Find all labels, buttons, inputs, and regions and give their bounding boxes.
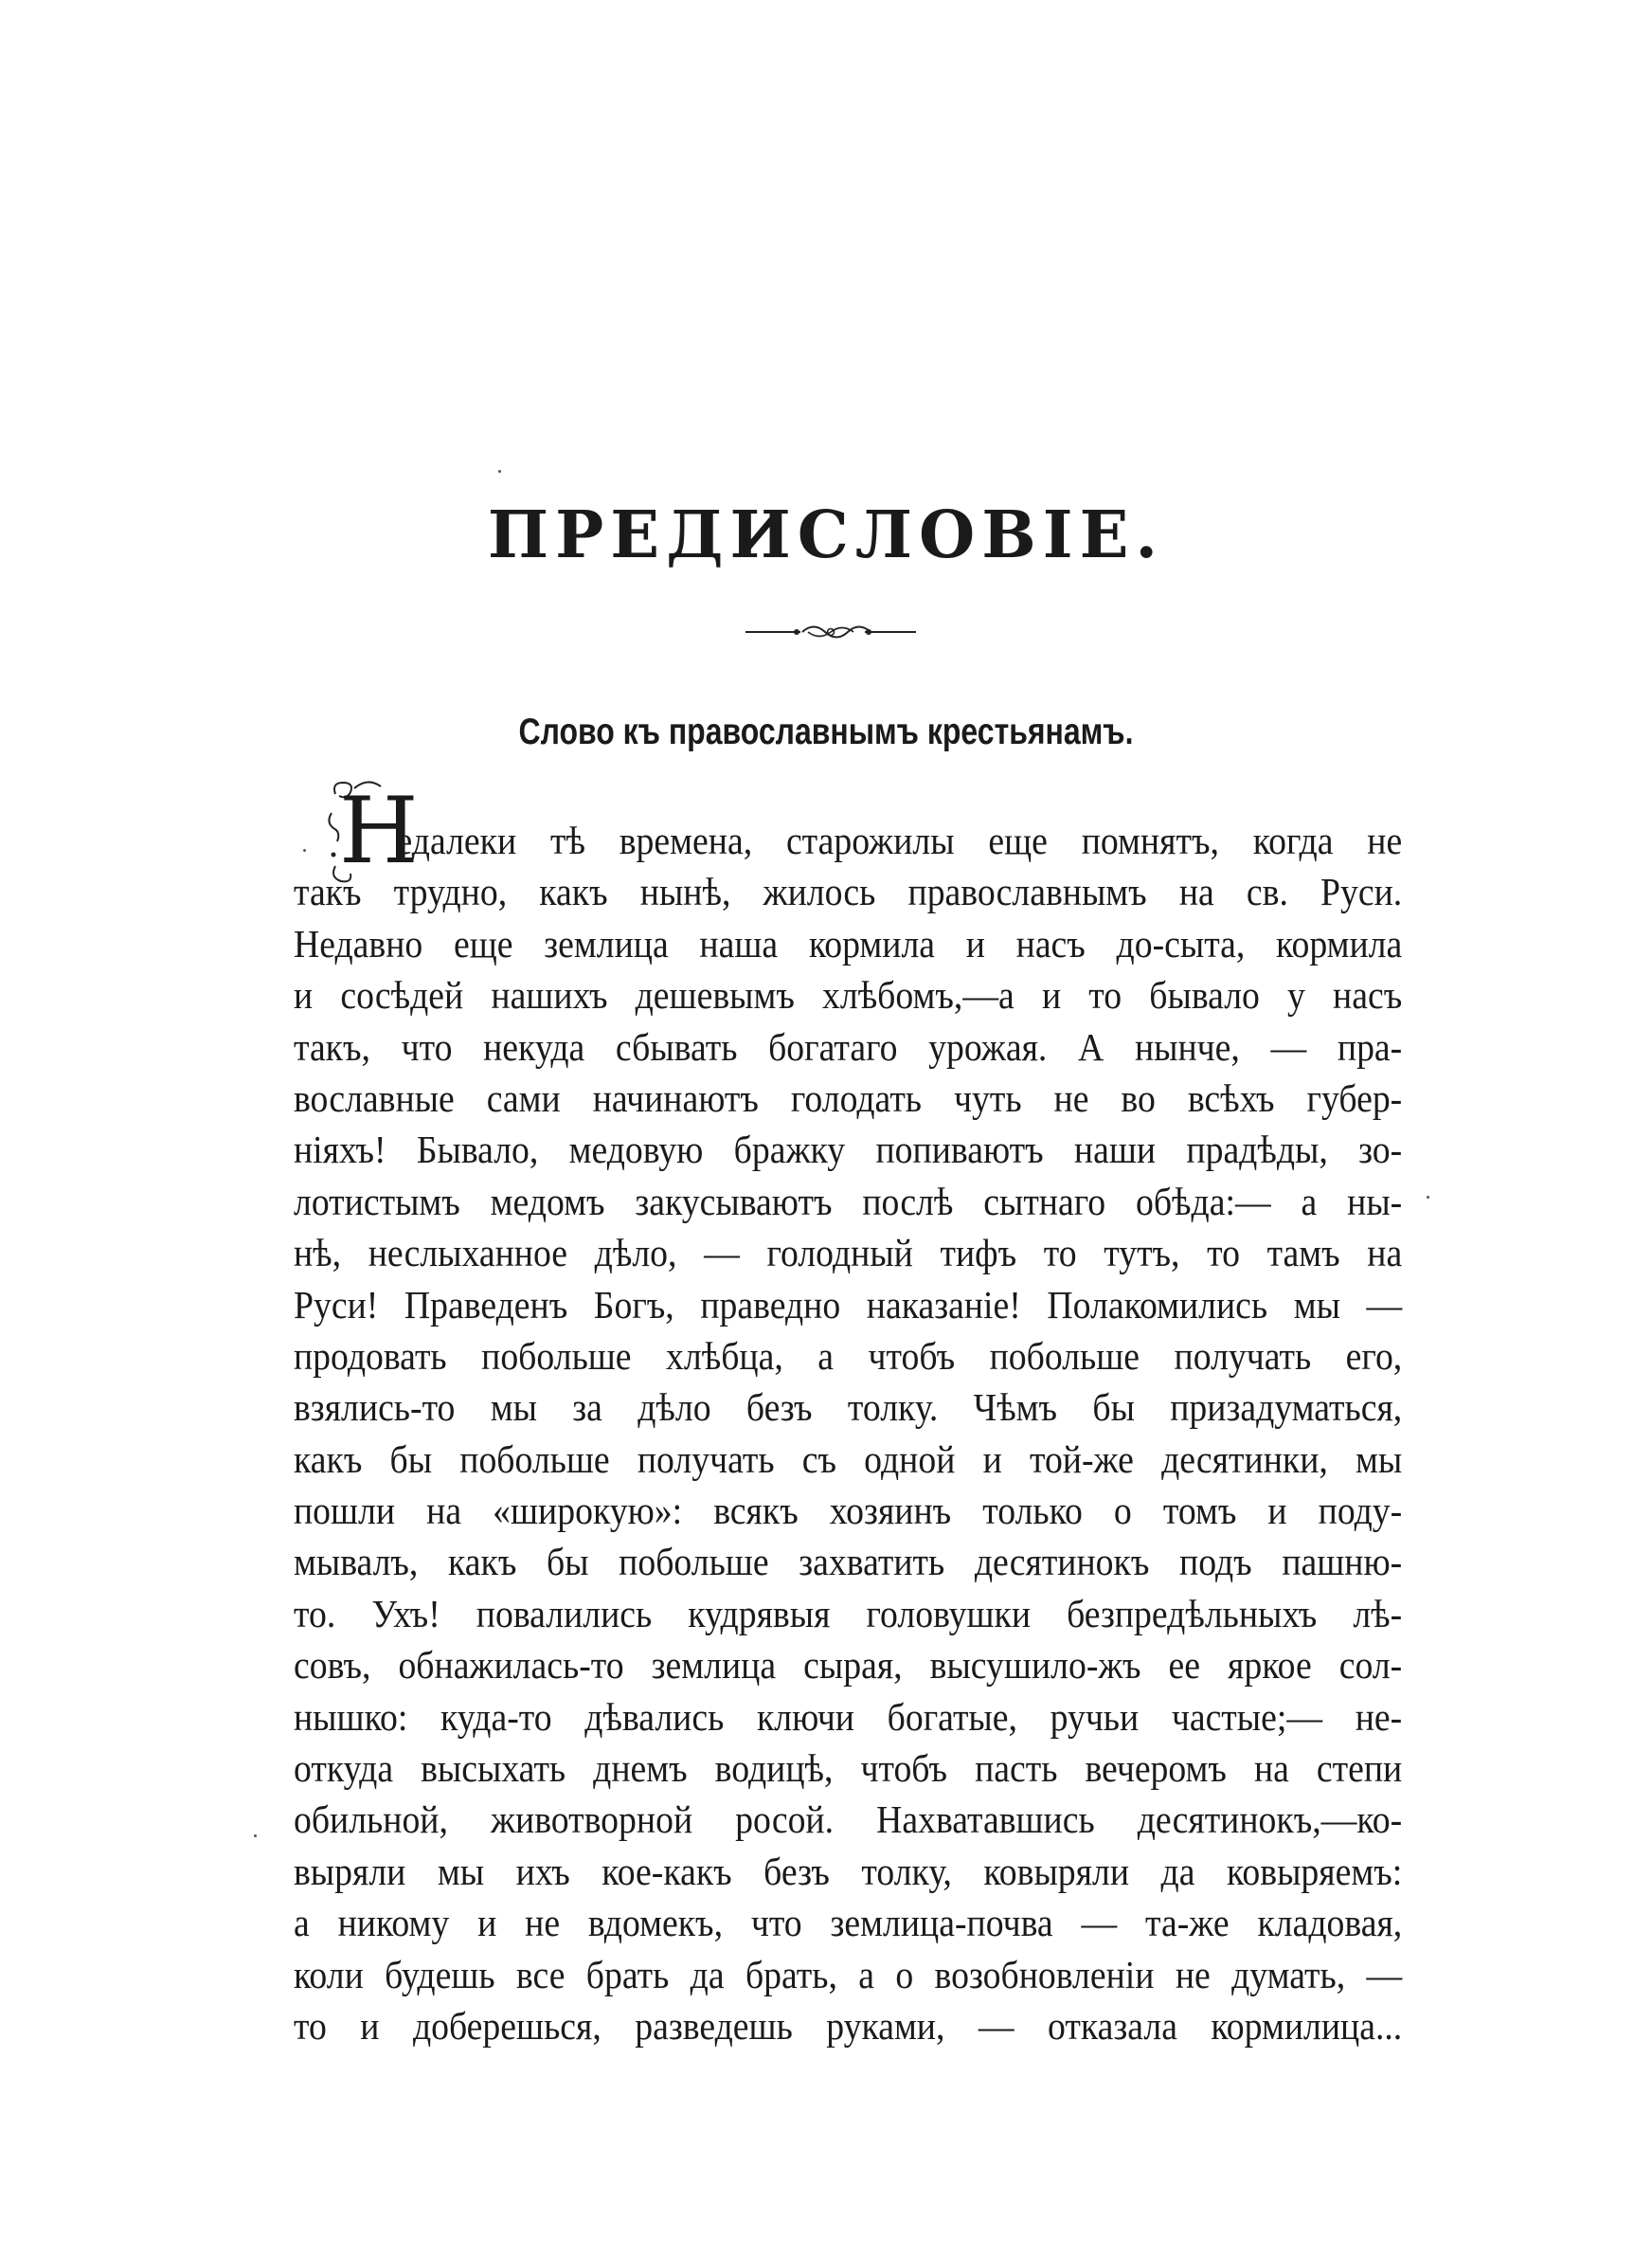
scan-speck xyxy=(498,470,501,473)
scan-speck xyxy=(254,1834,257,1837)
scan-speck xyxy=(1427,1196,1429,1199)
text-line: а никому и не вдомекъ, что землица-почва — та-же кладовая, xyxy=(294,1901,1403,1945)
text-line: такъ, что некуда сбывать богатаго урожая. А нынче, — пра- xyxy=(294,1024,1403,1069)
text-line: и сосѣдей нашихъ дешевымъ хлѣбомъ,—а и то бывало у насъ xyxy=(294,973,1403,1018)
text-line: едалеки тѣ времена, старожилы еще помнятъ, когда не xyxy=(396,819,1403,862)
text-line: совъ, обнажилась-то землица сырая, высушило-жъ ее яркое сол- xyxy=(294,1643,1403,1688)
ornament-divider xyxy=(745,618,916,646)
text-line: то. Ухъ! повалились кудрявыя головушки безпредѣльныхъ лѣ- xyxy=(294,1591,1403,1635)
text-line: обильной, животворной росой. Нахватавшись десятинокъ,—ко- xyxy=(294,1797,1403,1842)
text-line: какъ бы побольше получать съ одной и той-же десятинки, мы xyxy=(294,1436,1403,1481)
text-line: вославные сами начинаютъ голодать чуть не во всѣхъ губер- xyxy=(294,1075,1403,1120)
text-line: мывалъ, какъ бы побольше захватить десятинокъ подъ пашню- xyxy=(294,1540,1403,1584)
page-title: ПРЕДИСЛОВІЕ. xyxy=(487,497,1165,573)
body-text xyxy=(294,815,1402,2051)
scan-speck xyxy=(303,849,306,852)
drop-cap-letter: Н xyxy=(339,778,419,884)
text-line: откуда высыхать днемъ водицѣ, чтобъ пасть вечеромъ на степи xyxy=(294,1746,1403,1791)
text-line: нѣ, неслыханное дѣло, — голодный тифъ то тутъ, то тамъ на xyxy=(294,1231,1403,1275)
text-line: Недавно еще землица наша кормила и насъ до-сыта, кормила xyxy=(294,921,1403,966)
text-line: взялись-то мы за дѣло безъ толку. Чѣмъ бы призадуматься, xyxy=(294,1385,1403,1430)
text-line: Руси! Праведенъ Богъ, праведно наказаніе! Полакомились мы — xyxy=(294,1282,1403,1327)
text-line: то и доберешься, разведешь руками, — отказала кормилица... xyxy=(294,2003,1403,2048)
section-subtitle: Слово къ православнымъ крестьянамъ. xyxy=(518,712,1134,752)
text-line: лотистымъ медомъ закусываютъ послѣ сытнаго обѣда:— а ны- xyxy=(294,1179,1403,1223)
text-line: такъ трудно, какъ нынѣ, жилось православнымъ на св. Руси. xyxy=(294,870,1403,914)
text-line: пошли на «широкую»: всякъ хозяинъ только о томъ и поду- xyxy=(294,1489,1403,1533)
text-line: продовать побольше хлѣбца, а чтобъ побольше получать его, xyxy=(294,1333,1403,1378)
text-line: выряли мы ихъ кое-какъ безъ толку, ковыряли да ковыряемъ: xyxy=(294,1849,1403,1893)
text-line: нышко: куда-то дѣвались ключи богатые, ручьи частые;— не- xyxy=(294,1694,1403,1739)
text-line: ніяхъ! Бывало, медовую бражку попиваютъ наши прадѣды, зо- xyxy=(294,1128,1403,1172)
text-line: коли будешь все брать да брать, а о возобновленіи не думать, — xyxy=(294,1952,1403,1996)
